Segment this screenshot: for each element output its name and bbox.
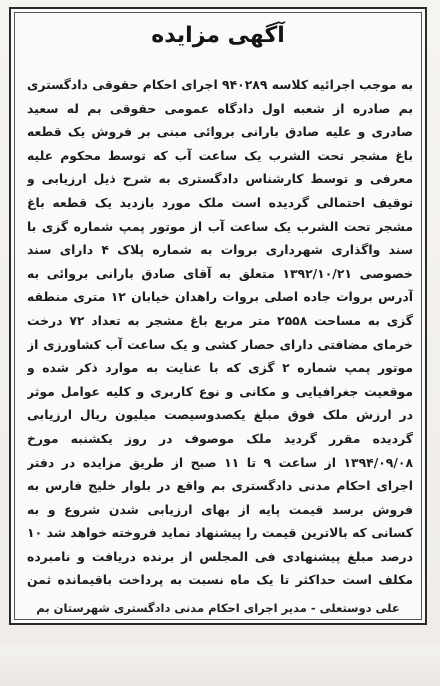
notice-body: به موجب اجرائیه کلاسه ۹۴۰۲۸۹ اجرای احکام حقوقی دادگستری بم صادره از شعبه اول دادگاه عمومی حقوقی بم له سعید صادری و علیه صادق بارانی بروائی مبنی بر فروش یک قطعه باغ مشجر تحت الشرب یک ساعت آب که توسط محکوم علیه معرفی و توسط کارشناس دادگستری به شرح ذیل ارزیابی و توقیف احتمالی گردیده است ملک مورد بازدید یک قطعه باغ مشجر تحت الشرب یک ساعت آب از موتور پمپ شماره گزی با سند واگذاری شهرداری بروات به شماره پلاک ۴ دارای سند خصوصی ۱۳۹۲/۱۰/۲۱ متعلق به آقای صادق بارانی بروائی به آدرس بروات جاده اصلی بروات راهدان خیابان ۱۲ متری منطقه گزی به مساحت ۲۵۵۸ متر مربع باغ مشجر به تعداد ۷۲ درخت خرمای مضافتی دارای حصار کشی و یک ساعت آب کشاورزی از موتور پمپ شماره ۲ گزی که با عنایت به موارد ذکر شده و موقعیت جغرافیایی و مکانی و نوع کاربری و کلیه عوامل موثر در ارزش ملک فوق مبلغ یکصدوسیصت میلیون ریال ارزیابی گردیده مقرر گردید ملک موصوف در روز یکشنبه مورخ ۱۳۹۴/۰۹/۰۸ از ساعت ۹ تا ۱۱ صبح از طریق مزایده در دفتر اجرای احکام مدنی دادگستری بم واقع در بلوار خلیج فارس به فروش برسد قیمت پایه از بهای ارزیابی شدن شروع و به کسانی که بالاترین قیمت را پیشنهاد نماید فروخته خواهد شد ۱۰ درصد مبلغ پیشنهادی فی المجلس از برنده دریافت و نامبرده مکلف است حداکثر تا یک ماه نسبت به پرداخت باقیمانده ثمن: [27, 77, 413, 588]
notice-frame: [9, 7, 427, 625]
notice-signature: علی دوستعلی - مدیر اجرای احکام مدنی دادگستری شهرستان بم: [36, 601, 400, 615]
notice-title: آگهی مزایده: [151, 23, 285, 48]
scan-margin: [0, 645, 440, 686]
